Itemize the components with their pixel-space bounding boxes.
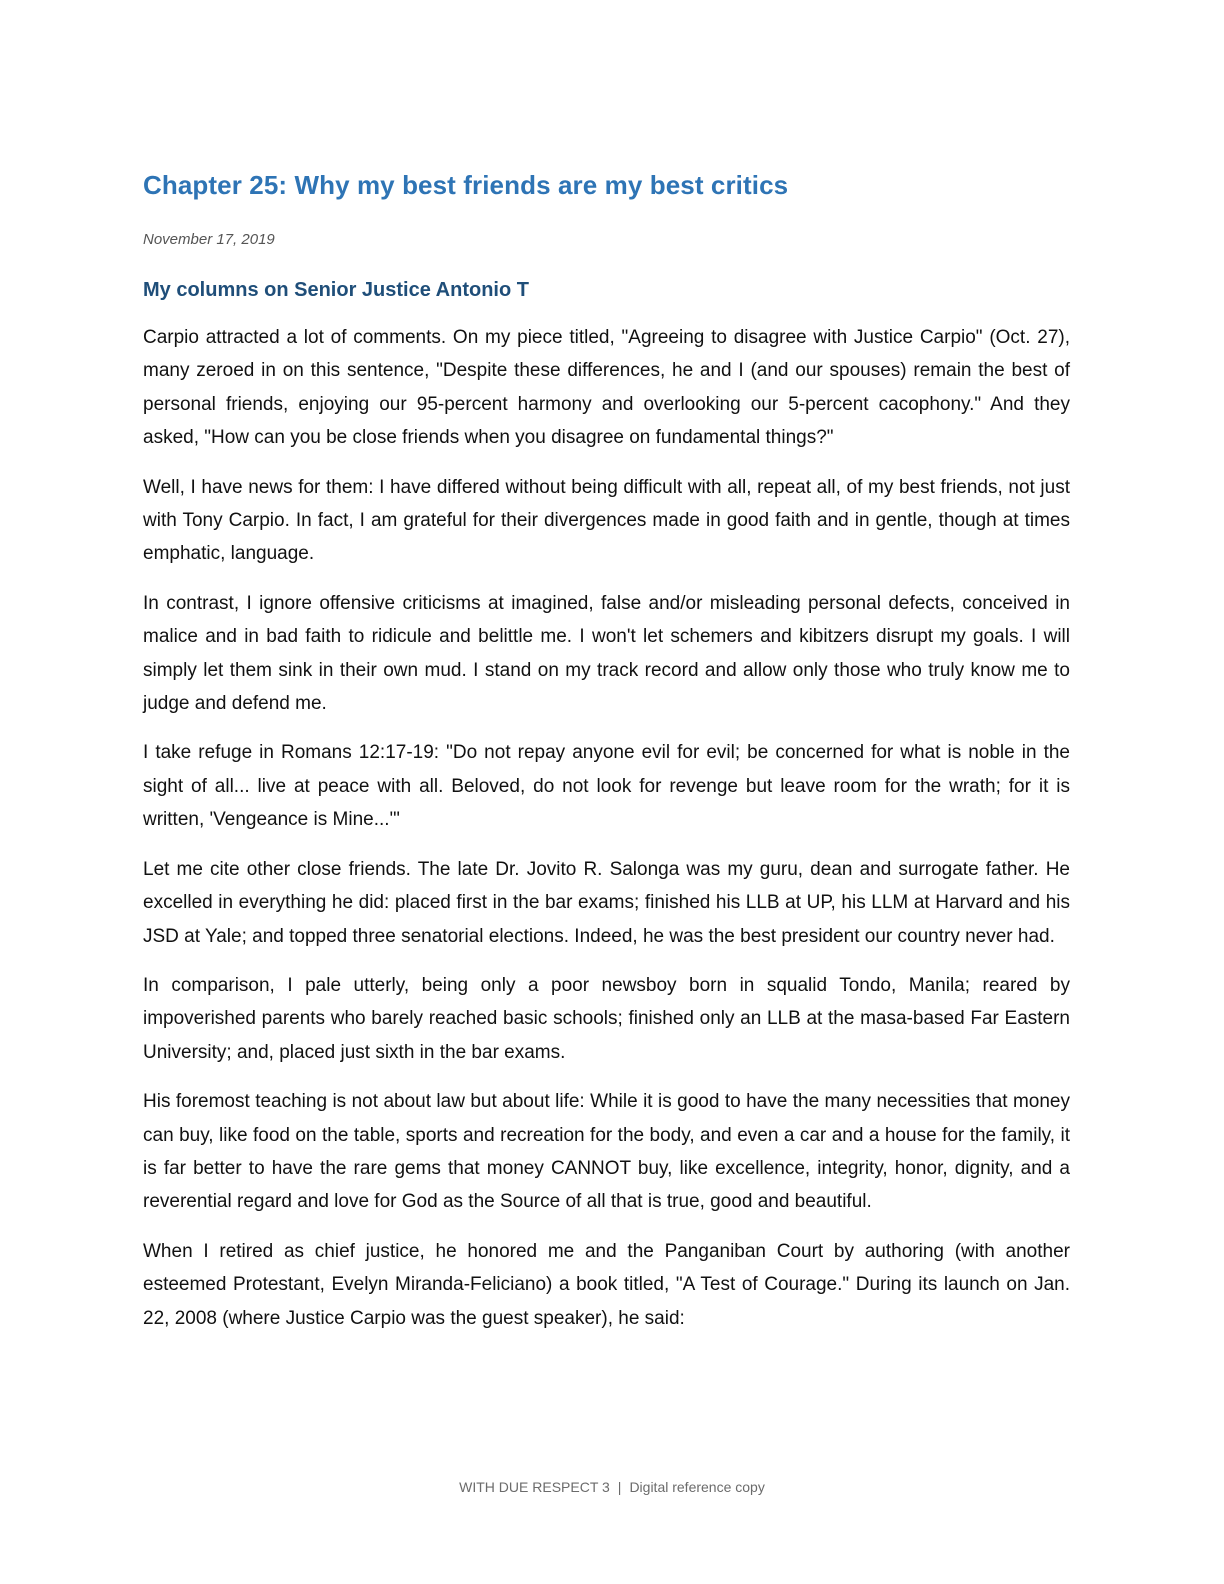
paragraph: His foremost teaching is not about law but about life: While it is good to have the many necessities that money can buy, like food on the table, sports and recreation for the body, and even a car and a house for the family, it is far better to have the rare gems that money CANNOT buy, like excellence, integrity, honor, dignity, and a reverential regard and love for God as the Source of all that is true, good and beautiful.: [143, 1091, 1070, 1213]
paragraph: Let me cite other close friends. The late Dr. Jovito R. Salonga was my guru, dean and surrogate father. He excelled in everything he did: placed first in the bar exams; finished his LLB at UP, his LLM at Harvard and his JSD at Yale; and topped three senatorial elections. Indeed, he was the best president our country never had.: [143, 858, 1070, 947]
page-footer: [0, 1479, 1224, 1495]
document-page: [143, 0, 1070, 1584]
footer-separator: |: [617, 1479, 622, 1495]
footer-book-title: WITH DUE RESPECT 3: [459, 1479, 610, 1495]
paragraph: When I retired as chief justice, he honored me and the Panganiban Court by authoring (with another esteemed Protestant, Evelyn Miranda-Feliciano) a book titled, "A Test of Courage." During its launch on Jan. 22, 2008 (where Justice Carpio was the guest speaker), he said:: [143, 1240, 1070, 1329]
paragraph: In contrast, I ignore offensive criticisms at imagined, false and/or misleading personal defects, conceived in malice and in bad faith to ridicule and belittle me. I won't let schemers and kibitzers disrupt my goals. I will simply let them sink in their own mud. I stand on my track record and allow only those who truly know me to judge and defend me.: [143, 592, 1070, 715]
article-body: [143, 321, 1070, 1351]
paragraph: Well, I have news for them: I have differed without being difficult with all, repeat all, of my best friends, not just with Tony Carpio. In fact, I am grateful for their divergences made in good faith and in gentle, though at times emphatic, language.: [143, 476, 1070, 565]
paragraph: In comparison, I pale utterly, being only a poor newsboy born in squalid Tondo, Manila; reared by impoverished parents who barely reached basic schools; finished only an LLB at the masa-based Far Eastern University; and, placed just sixth in the bar exams.: [143, 974, 1070, 1063]
footer-note: Digital reference copy: [629, 1479, 765, 1495]
paragraph: Carpio attracted a lot of comments. On my piece titled, "Agreeing to disagree with Justice Carpio" (Oct. 27), many zeroed in on this sentence, "Despite these differences, he and I (and our spouses) remain the best of personal friends, enjoying our 95-percent harmony and overlooking our 5-percent cacophony." And they asked, "How can you be close friends when you disagree on fundamental things?": [143, 327, 1070, 449]
paragraph: I take refuge in Romans 12:17-19: "Do not repay anyone evil for evil; be concerned for what is noble in the sight of all... live at peace with all. Beloved, do not look for revenge but leave room for the wrath; for it is written, 'Vengeance is Mine...'": [143, 742, 1070, 831]
chapter-title: Chapter 25: Why my best friends are my best critics: [143, 170, 789, 200]
section-subheading: My columns on Senior Justice Antonio T: [143, 279, 529, 301]
publication-date: November 17, 2019: [143, 231, 275, 248]
